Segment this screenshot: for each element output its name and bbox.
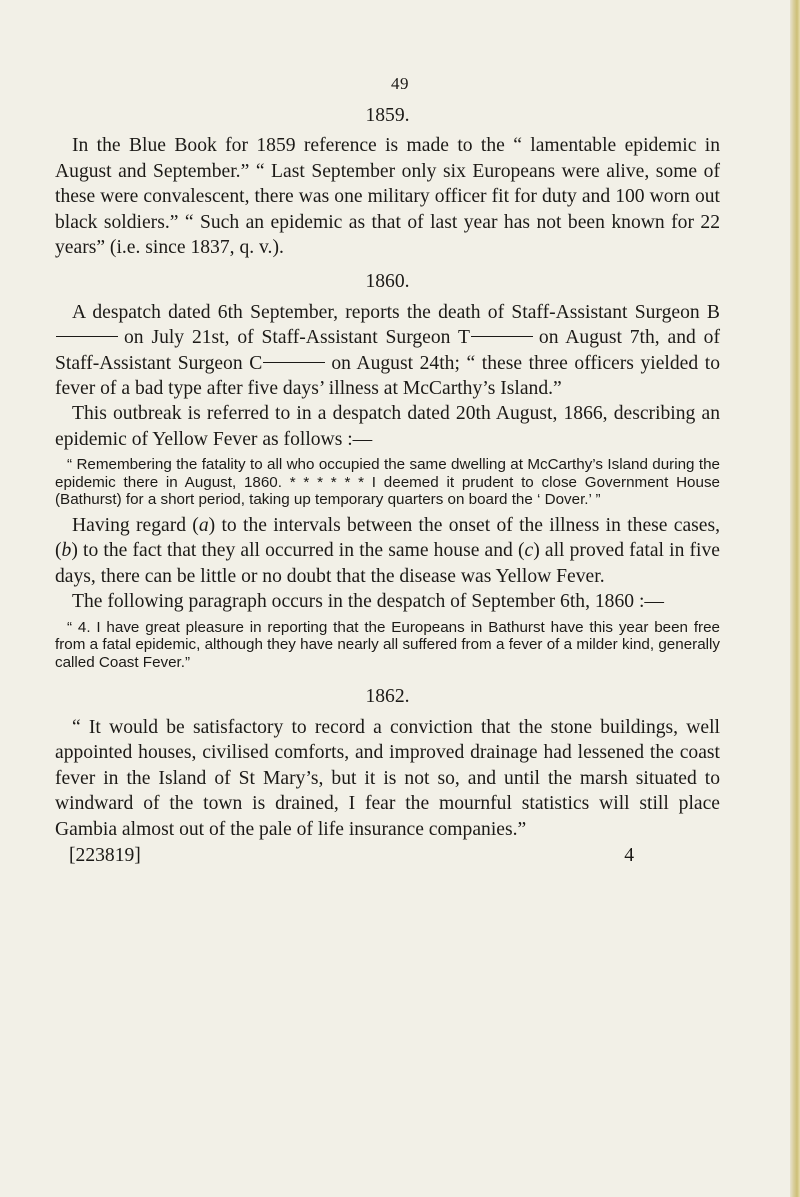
despatch-text-4: on August 24th; “ these three officers yielded to fever of a bad type after five days’ illness at McCarthy’s Island.” bbox=[55, 352, 720, 400]
name-dash bbox=[263, 362, 325, 363]
paragraph-1862: “ It would be satisfactory to record a conviction that the stone buildings, well appointed houses, civilised comforts, and improved drainage had lessened the coast fever in the Island of St Mary’s, but it is not so, and until the marsh situated to windward of the town is drained, I fear the mournful statistics will still place Gambia almost out of the pale of life insurance companies.” bbox=[55, 716, 720, 840]
paragraph-despatch-deaths bbox=[55, 300, 720, 402]
quote-text: “ 4. I have great pleasure in reporting that the Europeans in Bathurst have this year been free from a fatal epidemic, although they have nearly all suffered from a fever of a milder kind, generally called Coast Fever.” bbox=[55, 618, 720, 671]
paragraph-1859: In the Blue Book for 1859 reference is made to the “ lamentable epidemic in August and September.” “ Last September only six Europeans were alive, some of these were convalescent, there was one military officer fit for duty and 100 worn out black soldiers.” “ Such an epidemic as that of last year has not been known for 22 years” (i.e. since 1837, q. v.). bbox=[55, 135, 720, 259]
year-heading-1862: 1862. bbox=[365, 686, 410, 708]
paragraph-having-regard bbox=[55, 513, 720, 589]
italic-letter: c bbox=[524, 540, 534, 562]
despatch-text-3: on August 7th, and of Staff-Assistant Surgeon C bbox=[55, 327, 720, 374]
page-body bbox=[55, 103, 720, 869]
year-heading-1860: 1860. bbox=[365, 271, 410, 293]
page-number: 49 bbox=[391, 74, 409, 93]
paragraph-following: The following paragraph occurs in the despatch of September 6th, 1860 :— bbox=[72, 591, 665, 613]
block-quote-remembering bbox=[55, 456, 720, 509]
text-run: Having regard ( bbox=[72, 515, 199, 537]
page-footer bbox=[55, 843, 720, 869]
year-heading-1859: 1859. bbox=[365, 105, 410, 126]
block-quote-europeans bbox=[55, 619, 720, 672]
name-dash bbox=[471, 336, 533, 337]
despatch-text-2: on July 21st, of Staff-Assistant Surgeon T bbox=[124, 327, 470, 349]
text-run: ) to the fact that they all occurred in the same house and ( bbox=[71, 540, 525, 562]
italic-letter: a bbox=[198, 515, 209, 537]
page-edge bbox=[790, 0, 800, 1197]
despatch-text-1: A despatch dated 6th September, reports the death of Staff-Assistant Surgeon B bbox=[72, 301, 720, 323]
text-run: ) all proved fatal in five days, there can be little or no doubt that the disease was Yellow Fever. bbox=[55, 540, 720, 587]
text-run: ) to the intervals between the onset of the illness in these cases, ( bbox=[55, 515, 720, 562]
quote-text: “ Remembering the fatality to all who occupied the same dwelling at McCarthy’s Island during the epidemic there in August, 1860. * * * * * * I deemed it prudent to close Government House (Bathurst) for a short period, taking up temporary quarters on board the ‘ Dover.’ ” bbox=[55, 456, 720, 509]
paragraph-outbreak: This outbreak is referred to in a despatch dated 20th August, 1866, describing an epidemic of Yellow Fever as follows :— bbox=[55, 403, 720, 450]
italic-letter: b bbox=[61, 540, 72, 562]
printer-signature: [223819] bbox=[69, 844, 141, 866]
gathering-mark: 4 bbox=[624, 844, 634, 866]
name-dash bbox=[56, 336, 118, 337]
